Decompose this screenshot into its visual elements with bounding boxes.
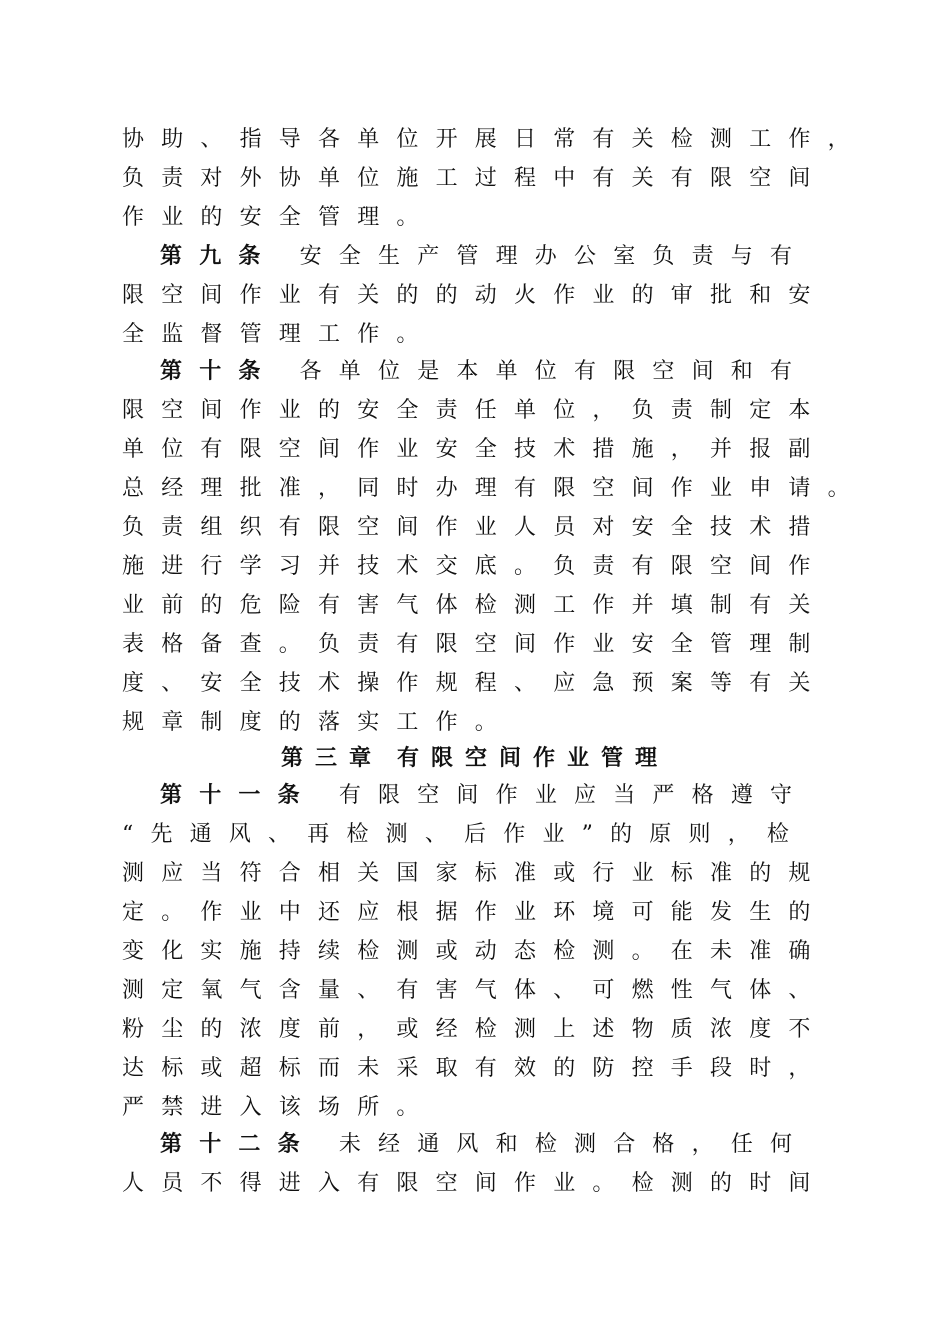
paragraph-line: 严禁进入该场所。 bbox=[122, 1095, 436, 1120]
article-10-number: 第十条 bbox=[160, 358, 278, 384]
paragraph-line: 人员不得进入有限空间作业。检测的时间 bbox=[122, 1171, 828, 1196]
article-12-text: 未经通风和检测合格，任何 bbox=[338, 1132, 810, 1157]
paragraph-line: 负责组织有限空间作业人员对安全技术措 bbox=[122, 515, 828, 540]
paragraph-line: 限空间作业的安全责任单位，负责制定本 bbox=[122, 398, 828, 423]
paragraph-line: 总经理批准，同时办理有限空间作业申请。 bbox=[122, 476, 867, 501]
paragraph-line: 规章制度的落实工作。 bbox=[122, 710, 515, 735]
article-11-first-line bbox=[160, 776, 880, 815]
article-9-first-line bbox=[160, 237, 880, 276]
paragraph-line: 业前的危险有害气体检测工作并填制有关 bbox=[122, 593, 828, 618]
paragraph-line: 测定氧气含量、有害气体、可燃性气体、 bbox=[122, 978, 828, 1003]
paragraph-line: 达标或超标而未采取有效的防控手段时， bbox=[122, 1056, 828, 1081]
article-10-text: 各单位是本单位有限空间和有 bbox=[299, 359, 810, 384]
paragraph-line: 度、安全技术操作规程、应急预案等有关 bbox=[122, 671, 828, 696]
article-11-text: 有限空间作业应当严格遵守 bbox=[338, 783, 810, 808]
article-9-number: 第九条 bbox=[160, 243, 278, 269]
chapter-title: 有限空间作业管理 bbox=[397, 745, 670, 771]
article-11-number: 第十一条 bbox=[160, 782, 317, 808]
article-12-number: 第十二条 bbox=[160, 1131, 317, 1157]
paragraph-line: 变化实施持续检测或动态检测。在未准确 bbox=[122, 939, 828, 964]
paragraph-line: 负责对外协单位施工过程中有关有限空间 bbox=[122, 166, 828, 191]
paragraph-line: 单位有限空间作业安全技术措施，并报副 bbox=[122, 437, 828, 462]
paragraph-line: 施进行学习并技术交底。负责有限空间作 bbox=[122, 554, 828, 579]
paragraph-line: 定。作业中还应根据作业环境可能发生的 bbox=[122, 900, 828, 925]
article-9-text: 安全生产管理办公室负责与有 bbox=[299, 244, 810, 269]
article-12-first-line bbox=[160, 1125, 880, 1164]
paragraph-line: 作业的安全管理。 bbox=[122, 205, 436, 230]
chapter-number: 第三章 bbox=[280, 745, 383, 771]
paragraph-line: 测应当符合相关国家标准或行业标准的规 bbox=[122, 861, 828, 886]
article-10-first-line bbox=[160, 352, 880, 391]
paragraph-line: 限空间作业有关的的动火作业的审批和安 bbox=[122, 283, 828, 308]
paragraph-line: “先通风、再检测、后作业”的原则，检 bbox=[122, 822, 807, 847]
paragraph-line: 协助、指导各单位开展日常有关检测工作， bbox=[122, 127, 867, 152]
paragraph-line: 表格备查。负责有限空间作业安全管理制 bbox=[122, 632, 828, 657]
paragraph-line: 粉尘的浓度前，或经检测上述物质浓度不 bbox=[122, 1017, 828, 1042]
chapter-heading bbox=[0, 739, 950, 778]
paragraph-line: 全监督管理工作。 bbox=[122, 322, 436, 347]
